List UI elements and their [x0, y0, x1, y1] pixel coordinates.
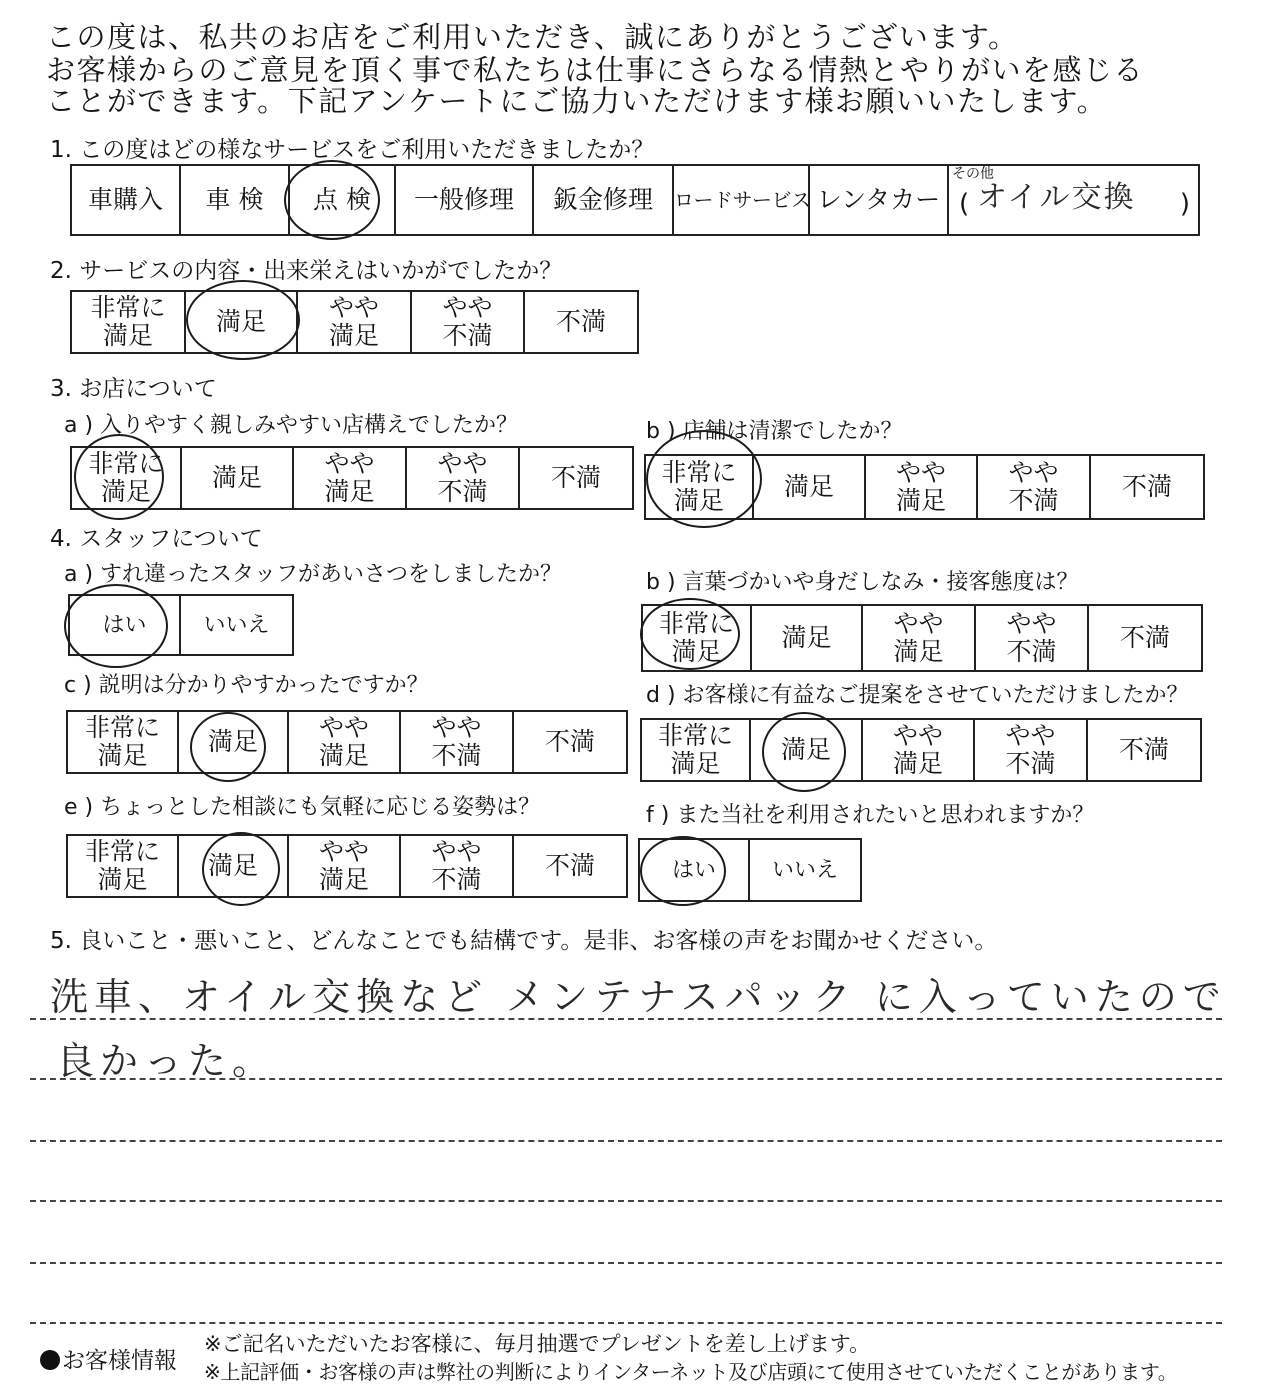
q1-option-body-repair[interactable]: 鈑金修理	[533, 165, 673, 235]
q4e-option-dissatisfied[interactable]: 不満	[513, 835, 627, 897]
q1-option-other[interactable]	[948, 165, 1199, 235]
answer-line-rule	[30, 1140, 1222, 1142]
q3b-option-somewhat-dissatisfied[interactable]: やや 不満	[977, 455, 1090, 519]
q4b-option-somewhat-dissatisfied[interactable]: やや 不満	[975, 605, 1088, 671]
q1-other-open-paren: (	[959, 189, 970, 219]
q2-selection-circle	[186, 280, 300, 360]
q1-option-inspection[interactable]: 点 検	[289, 165, 395, 235]
q4c-options	[66, 710, 628, 774]
q4b-option-somewhat-satisfied[interactable]: やや 満足	[862, 605, 975, 671]
q4f-option-no[interactable]: いいえ	[749, 839, 861, 901]
q4d-option-dissatisfied[interactable]: 不満	[1087, 719, 1201, 781]
q4b-option-very-satisfied[interactable]: 非常に 満足	[642, 605, 751, 671]
footer-note-1: ※ご記名いただいたお客様に、毎月抽選でプレゼントを差し上げます。	[204, 1332, 871, 1356]
q3a-option-somewhat-satisfied[interactable]: やや 満足	[293, 447, 406, 509]
q4b-option-satisfied[interactable]: 満足	[751, 605, 862, 671]
answer-line-rule	[30, 1262, 1222, 1264]
q4b-selection-circle	[640, 598, 740, 670]
q4c-option-somewhat-dissatisfied[interactable]: やや 不満	[400, 711, 513, 773]
q2-option-satisfied[interactable]: 満足	[185, 291, 297, 353]
q3a-label: a ) 入りやすく親しみやすい店構えでしたか？	[64, 413, 519, 438]
q4c-option-somewhat-satisfied[interactable]: やや 満足	[288, 711, 400, 773]
q2-option-dissatisfied[interactable]: 不満	[524, 291, 638, 353]
answer-line-rule	[30, 1018, 1222, 1020]
intro-line-1: この度は、私共のお店をご利用いただき、誠にありがとうございます。	[46, 20, 1019, 54]
q3a-option-dissatisfied[interactable]: 不満	[519, 447, 633, 509]
q4d-option-somewhat-satisfied[interactable]: やや 満足	[862, 719, 974, 781]
q1-other-handwritten-value[interactable]: オイル交換	[977, 180, 1136, 215]
q2-title: 2. サービスの内容・出来栄えはいかがでしたか？	[50, 258, 563, 284]
q3a-option-satisfied[interactable]: 満足	[181, 447, 293, 509]
q4a-selection-circle	[64, 584, 168, 668]
q4f-label: f ) また当社を利用されたいと思われますか？	[646, 803, 1095, 828]
q4c-option-very-satisfied[interactable]: 非常に 満足	[67, 711, 178, 773]
q4b-label: b ) 言葉づかいや身だしなみ・接客態度は？	[646, 570, 1079, 595]
q1-option-car-purchase[interactable]: 車購入	[71, 165, 180, 235]
q3-title: 3. お店について	[50, 376, 217, 402]
q4f-selection-circle	[640, 836, 726, 906]
q5-answer-line-1[interactable]: 洗車、オイル交換など メンテナスパック に入っていたので	[50, 975, 1227, 1019]
q4c-selection-circle	[190, 712, 266, 782]
q4d-option-somewhat-dissatisfied[interactable]: やや 不満	[974, 719, 1087, 781]
answer-line-rule	[30, 1200, 1222, 1202]
q1-option-rental-car[interactable]: レンタカー	[809, 165, 948, 235]
q4e-option-somewhat-dissatisfied[interactable]: やや 不満	[400, 835, 513, 897]
customer-info-heading	[40, 1342, 177, 1375]
q4c-option-dissatisfied[interactable]: 不満	[513, 711, 627, 773]
q1-option-general-repair[interactable]: 一般修理	[395, 165, 533, 235]
answer-line-rule	[30, 1078, 1222, 1080]
q2-option-very-satisfied[interactable]: 非常に 満足	[71, 291, 185, 353]
q1-title: 1. この度はどの様なサービスをご利用いただきましたか？	[50, 137, 655, 163]
q4f-option-yes[interactable]: はい	[639, 839, 749, 901]
q3a-option-very-satisfied[interactable]: 非常に 満足	[71, 447, 181, 509]
q1-selection-circle	[284, 160, 380, 240]
q3b-option-very-satisfied[interactable]: 非常に 満足	[645, 455, 753, 519]
q2-option-somewhat-dissatisfied[interactable]: やや 不満	[411, 291, 524, 353]
intro-line-3: ことができます。下記アンケートにご協力いただけます様お願いいたします。	[46, 84, 1108, 118]
q4a-option-no[interactable]: いいえ	[180, 595, 293, 655]
q4e-option-very-satisfied[interactable]: 非常に 満足	[67, 835, 178, 897]
q4d-option-satisfied[interactable]: 満足	[750, 719, 862, 781]
q4e-options	[66, 834, 628, 898]
customer-info-title: お客様情報	[62, 1348, 177, 1374]
q4d-options	[640, 718, 1202, 782]
q4e-option-somewhat-satisfied[interactable]: やや 満足	[288, 835, 400, 897]
q1-other-close-paren: )	[1179, 189, 1190, 219]
q4d-option-very-satisfied[interactable]: 非常に 満足	[641, 719, 750, 781]
q4e-label: e ) ちょっとした相談にも気軽に応じる姿勢は？	[64, 795, 541, 820]
q4b-option-dissatisfied[interactable]: 不満	[1088, 605, 1202, 671]
q3b-option-somewhat-satisfied[interactable]: やや 満足	[865, 455, 977, 519]
q4a-option-yes[interactable]: はい	[69, 595, 180, 655]
q3b-option-dissatisfied[interactable]: 不満	[1090, 455, 1204, 519]
q1-option-road-service[interactable]: ロードサービス	[673, 165, 809, 235]
q1-option-shaken[interactable]: 車 検	[180, 165, 289, 235]
q1-other-caption: その他	[952, 166, 994, 182]
q3b-option-satisfied[interactable]: 満足	[753, 455, 865, 519]
q5-answer-line-2[interactable]: 良かった。	[56, 1039, 277, 1083]
q4e-selection-circle	[202, 832, 280, 906]
q3b-selection-circle	[646, 430, 762, 528]
q2-option-somewhat-satisfied[interactable]: やや 満足	[297, 291, 411, 353]
q3a-selection-circle	[74, 434, 164, 520]
bullet-icon	[40, 1350, 60, 1370]
q4d-selection-circle	[762, 712, 846, 792]
q4e-option-satisfied[interactable]: 満足	[178, 835, 288, 897]
q4c-option-satisfied[interactable]: 満足	[178, 711, 288, 773]
footer-note-2: ※上記評価・お客様の声は弊社の判断によりインターネット及び店頭にて使用させていただくことがあります。	[204, 1360, 1178, 1384]
q3a-option-somewhat-dissatisfied[interactable]: やや 不満	[406, 447, 519, 509]
q4a-label: a ) すれ違ったスタッフがあいさつをしましたか？	[64, 562, 563, 587]
intro-line-2: お客様からのご意見を頂く事で私たちは仕事にさらなる情熱とやりがいを感じる	[46, 53, 1145, 87]
q1-options	[70, 164, 1200, 236]
q4-title: 4. スタッフについて	[50, 526, 263, 552]
q2-options	[70, 290, 639, 354]
q5-title: 5. 良いこと・悪いこと、どんなことでも結構です。是非、お客様の声をお聞かせください。	[50, 928, 998, 954]
q4d-label: d ) お客様に有益なご提案をさせていただけましたか？	[646, 683, 1189, 708]
q4c-label: c ) 説明は分かりやすかったですか？	[64, 673, 429, 698]
answer-line-rule	[30, 1322, 1222, 1324]
q3b-label: b ) 店舗は清潔でしたか？	[646, 419, 903, 444]
